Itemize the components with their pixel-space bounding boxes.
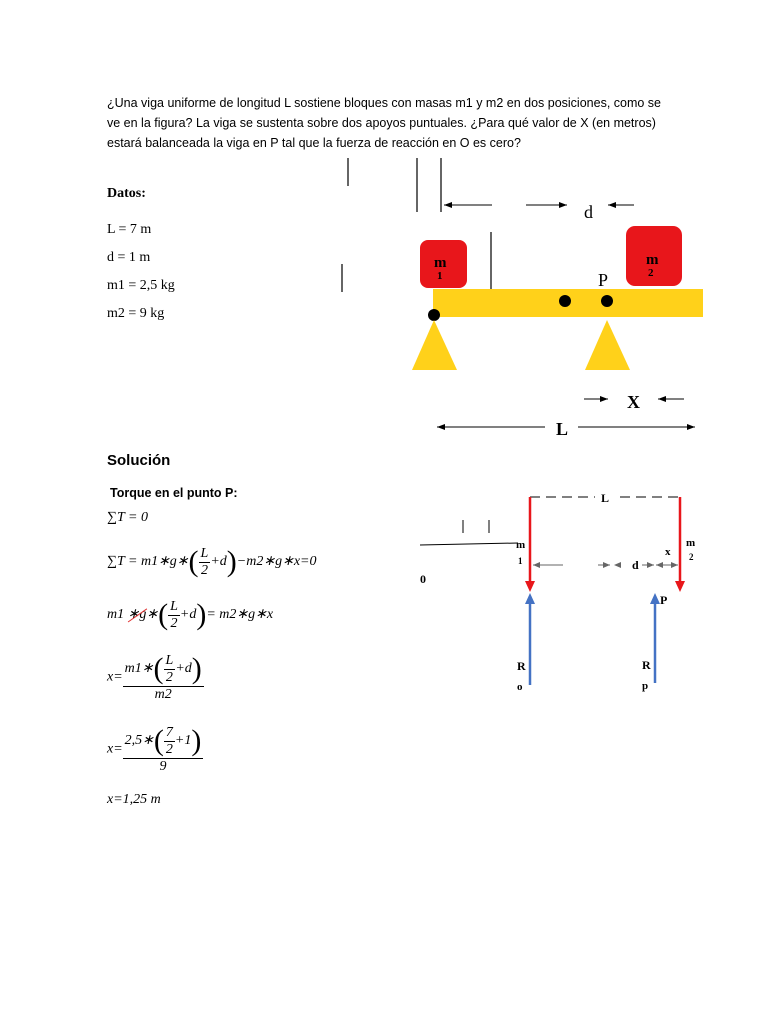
arrowhead xyxy=(647,562,654,568)
dato-m1: m1 = 2,5 kg xyxy=(107,278,175,293)
frac-num: L xyxy=(165,652,174,668)
ro-sub: o xyxy=(517,681,523,693)
dato-l: L = 7 m xyxy=(107,222,152,237)
stray-line xyxy=(420,543,518,545)
frac-num: L xyxy=(200,545,209,561)
o-label: 0 xyxy=(420,572,426,586)
p-label: P xyxy=(598,270,609,290)
equation-1 xyxy=(107,510,148,526)
arrowhead xyxy=(671,562,678,568)
fbd-l-label: L xyxy=(601,491,610,505)
plus-d: +d xyxy=(175,661,192,677)
fbd-m1-label: m xyxy=(516,539,526,551)
question-text: ¿Una viga uniforme de longitud L sostiene bloques con masas m1 y m2 en dos posiciones, como se ve en la figura? La viga se sustenta sobre dos apoyos puntuales. ¿Para qué valor de X (en metros) estará balanceada la viga en P tal que la fuerza de reacción en O es cero? xyxy=(107,96,662,150)
equation-5: x= 2,5∗( $\frac{7}{2}$ +1) 9 xyxy=(107,724,202,774)
solution-title: Solución xyxy=(107,452,171,469)
ro-label: R xyxy=(517,659,526,673)
arrowhead xyxy=(559,202,567,208)
equation-2: ∑T = m1∗g∗( $\frac{L}{2}$ +d)−m2∗g∗x=0 xyxy=(107,545,317,578)
torque-label: Torque en el punto P: xyxy=(110,486,238,500)
plus-d: +d xyxy=(179,607,197,623)
eq6-text: x=1,25 m xyxy=(107,792,161,807)
eq3-rhs: = m2∗g∗x xyxy=(206,607,274,623)
fbd-m2-sub: 2 xyxy=(689,552,694,562)
point-p-dot xyxy=(601,295,613,307)
arrowhead xyxy=(614,562,621,568)
arrowhead xyxy=(533,562,540,568)
arrowhead xyxy=(525,593,535,604)
support-o xyxy=(412,320,457,370)
arrowhead xyxy=(656,562,663,568)
eq4-num-prefix: m1∗ xyxy=(124,661,154,677)
plus-d: +d xyxy=(210,554,227,570)
fbd-m1-sub: 1 xyxy=(518,556,523,566)
datos-title: Datos: xyxy=(107,186,146,201)
fbd-p-label: P xyxy=(660,593,668,607)
arrowhead xyxy=(687,424,695,430)
arrowhead xyxy=(603,562,610,568)
m2-sub: 2 xyxy=(648,267,654,279)
frac-num: L xyxy=(170,598,178,614)
frac-den: 2 xyxy=(200,562,208,578)
arrowhead xyxy=(658,396,666,402)
eq2-lhs: ∑T = m1∗g∗ xyxy=(107,554,189,570)
fbd-x-label: x xyxy=(665,546,671,558)
arrowhead xyxy=(444,202,452,208)
x-eq: x= xyxy=(107,741,123,757)
rp-sub: p xyxy=(642,680,649,692)
arrowhead xyxy=(608,202,616,208)
x-eq: x= xyxy=(107,669,123,685)
frac-den: 2 xyxy=(170,615,178,631)
arrowhead xyxy=(525,581,535,592)
m1-label: m xyxy=(434,255,447,271)
rp-label: R xyxy=(642,658,651,672)
equation-6 xyxy=(107,792,161,808)
dato-m2: m2 = 9 kg xyxy=(107,306,165,321)
d-label: d xyxy=(584,202,593,222)
beam-dot xyxy=(559,295,571,307)
dato-d: d = 1 m xyxy=(107,250,151,265)
fbd-d-label: d xyxy=(632,558,639,572)
free-body-diagram xyxy=(410,485,710,705)
datos-list xyxy=(107,186,175,334)
beam-figure xyxy=(330,150,710,450)
eq5-num-prefix: 2,5∗ xyxy=(124,733,154,749)
eq2-rhs: −m2∗g∗x=0 xyxy=(236,554,317,570)
fbd-m2-label: m xyxy=(686,537,696,549)
m1-sub: 1 xyxy=(437,270,443,282)
support-p xyxy=(585,320,630,370)
eq4-den: m2 xyxy=(154,687,172,702)
l-label: L xyxy=(556,419,569,439)
equation-3: m1 ∗g∗( $\frac{L}{2}$ +d)= m2∗g∗x xyxy=(107,598,274,631)
arrowhead xyxy=(600,396,608,402)
eq1-text: ∑T = 0 xyxy=(107,510,148,525)
frac-den: 2 xyxy=(165,741,173,757)
equation-4: x= m1∗( $\frac{L}{2}$ +d) m2 xyxy=(107,652,202,702)
frac-den: 2 xyxy=(165,669,173,685)
eq5-den: 9 xyxy=(159,759,167,774)
arrowhead xyxy=(437,424,445,430)
plus-one: +1 xyxy=(174,733,192,749)
arrowhead xyxy=(675,581,685,592)
frac-num: 7 xyxy=(165,724,173,740)
point-o-dot xyxy=(428,309,440,321)
arrowhead xyxy=(650,593,660,604)
x-label: X xyxy=(627,392,640,412)
m2-label: m xyxy=(646,252,659,268)
